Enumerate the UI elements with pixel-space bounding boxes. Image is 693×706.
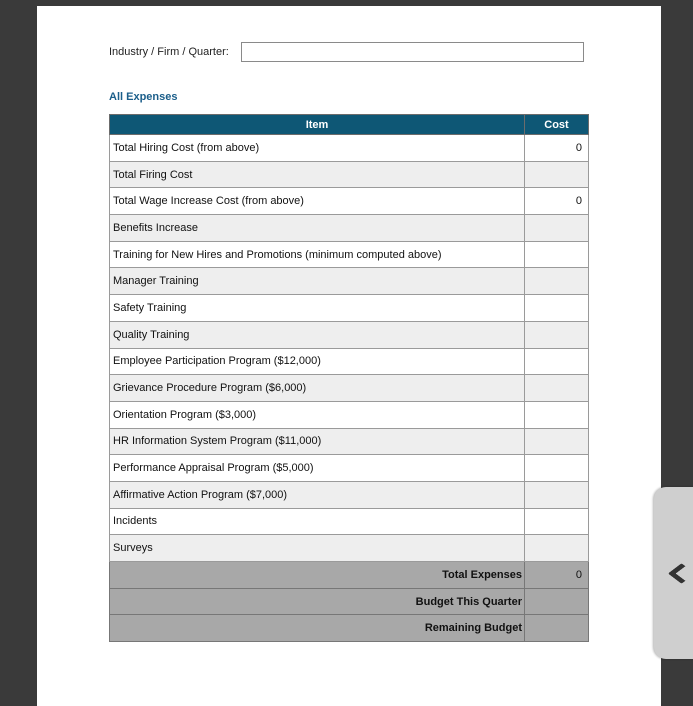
item-column-header: Item <box>110 115 525 135</box>
row-cost-cell[interactable] <box>525 161 589 188</box>
remaining-budget-label: Remaining Budget <box>110 615 525 642</box>
row-cost-cell[interactable] <box>525 215 589 242</box>
row-item-label: Employee Participation Program ($12,000) <box>110 348 525 375</box>
table-row <box>110 428 589 455</box>
table-row <box>110 375 589 402</box>
table-row <box>110 295 589 322</box>
table-row <box>110 215 589 242</box>
firm-quarter-row <box>109 42 584 62</box>
table-row <box>110 135 589 162</box>
table-row <box>110 161 589 188</box>
remaining-budget-row <box>110 615 589 642</box>
table-row <box>110 508 589 535</box>
row-cost-cell[interactable] <box>525 401 589 428</box>
table-row <box>110 268 589 295</box>
row-item-label: Manager Training <box>110 268 525 295</box>
row-item-label: Total Firing Cost <box>110 161 525 188</box>
table-row <box>110 455 589 482</box>
collapse-panel-tab[interactable] <box>654 487 693 659</box>
row-item-label: Safety Training <box>110 295 525 322</box>
row-cost-cell[interactable] <box>525 428 589 455</box>
row-item-label: Orientation Program ($3,000) <box>110 401 525 428</box>
row-item-label: Total Wage Increase Cost (from above) <box>110 188 525 215</box>
section-title: All Expenses <box>109 91 178 103</box>
row-cost-cell[interactable]: 0 <box>525 188 589 215</box>
row-cost-cell[interactable] <box>525 375 589 402</box>
table-row <box>110 241 589 268</box>
row-cost-cell[interactable] <box>525 241 589 268</box>
row-cost-cell[interactable] <box>525 295 589 322</box>
remaining-budget-value <box>525 615 589 642</box>
budget-this-quarter-label: Budget This Quarter <box>110 588 525 615</box>
row-item-label: Training for New Hires and Promotions (minimum computed above) <box>110 241 525 268</box>
row-cost-cell[interactable] <box>525 348 589 375</box>
row-item-label: Incidents <box>110 508 525 535</box>
table-row <box>110 401 589 428</box>
firm-quarter-label: Industry / Firm / Quarter: <box>109 46 229 58</box>
table-header-row <box>110 115 589 135</box>
row-item-label: Affirmative Action Program ($7,000) <box>110 481 525 508</box>
row-item-label: Total Hiring Cost (from above) <box>110 135 525 162</box>
row-item-label: Performance Appraisal Program ($5,000) <box>110 455 525 482</box>
total-expenses-value: 0 <box>525 562 589 589</box>
row-cost-cell[interactable] <box>525 481 589 508</box>
row-cost-cell[interactable]: 0 <box>525 135 589 162</box>
row-cost-cell[interactable] <box>525 535 589 562</box>
cost-column-header: Cost <box>525 115 589 135</box>
table-row <box>110 321 589 348</box>
row-item-label: HR Information System Program ($11,000) <box>110 428 525 455</box>
expenses-table <box>109 114 589 642</box>
row-cost-cell[interactable] <box>525 508 589 535</box>
document-page <box>37 6 661 706</box>
row-cost-cell[interactable] <box>525 321 589 348</box>
row-item-label: Benefits Increase <box>110 215 525 242</box>
firm-quarter-input[interactable] <box>241 42 584 62</box>
table-row <box>110 535 589 562</box>
budget-this-quarter-value[interactable] <box>525 588 589 615</box>
row-item-label: Grievance Procedure Program ($6,000) <box>110 375 525 402</box>
table-row <box>110 348 589 375</box>
row-item-label: Quality Training <box>110 321 525 348</box>
total-expenses-label: Total Expenses <box>110 562 525 589</box>
table-row <box>110 188 589 215</box>
chevron-left-icon <box>668 563 693 584</box>
table-row <box>110 481 589 508</box>
row-item-label: Surveys <box>110 535 525 562</box>
row-cost-cell[interactable] <box>525 268 589 295</box>
total-expenses-row <box>110 562 589 589</box>
budget-this-quarter-row <box>110 588 589 615</box>
row-cost-cell[interactable] <box>525 455 589 482</box>
